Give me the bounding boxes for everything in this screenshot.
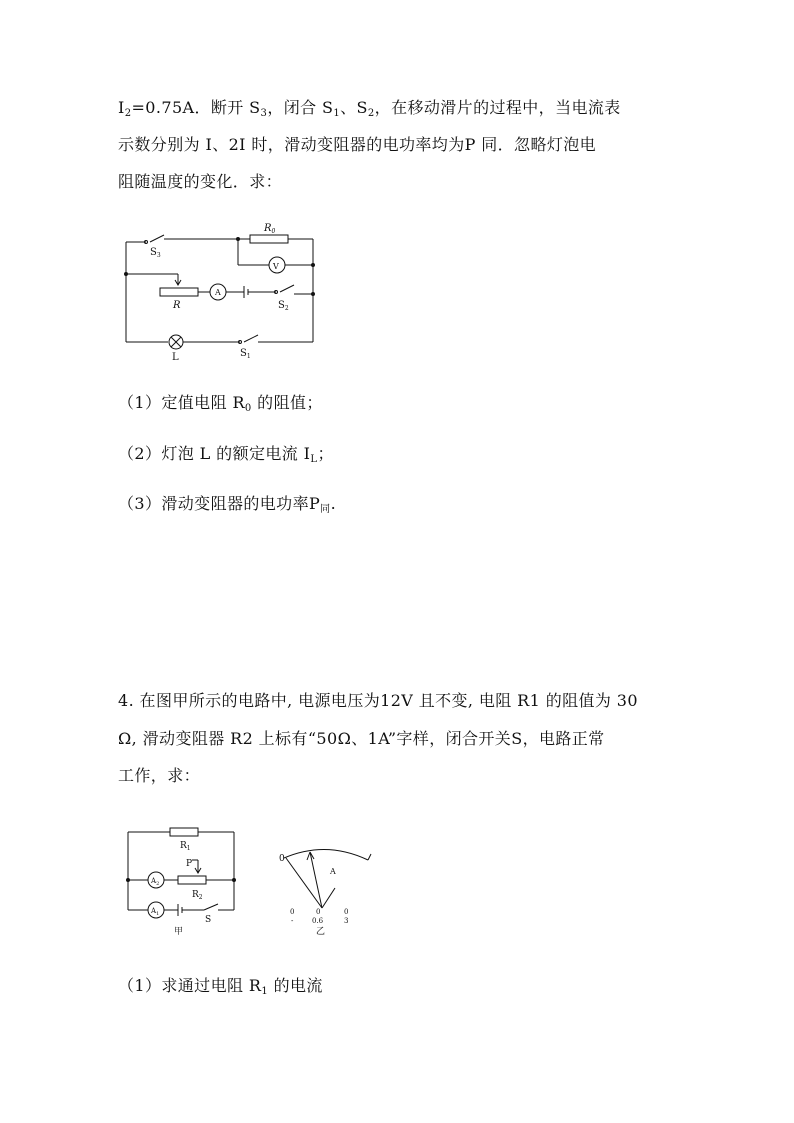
svg-text:S2: $S_2$ (278, 300, 289, 312)
svg-text:S1: $S_1$ (240, 348, 251, 360)
problem4-circuit-diagram (118, 822, 248, 937)
figure-yi-label: 乙 (316, 927, 326, 935)
ammeter-dial-diagram (278, 840, 388, 935)
problem4-line1: 4. 在图甲所示的电路中, 电源电压为12V 且不变, 电阻 R1 的阻值为 30 (118, 691, 638, 710)
svg-text:R2: $R_2$ (192, 890, 203, 901)
svg-text:R1: $R_1$ (180, 841, 191, 852)
problem3-question2: （2）灯泡 L 的额定电流 $I_L$； (118, 444, 334, 465)
dial-zero-label: 0 (279, 854, 285, 864)
text: ，在移动滑片的过程中，当电流表 (374, 98, 621, 117)
svg-text:A1: $A_1$ (151, 907, 160, 917)
problem3-question1: （1）定值电阻 $R_0$ 的阻值； (118, 393, 323, 414)
dial-unit-label: A (330, 867, 336, 876)
problem3-question3: （3）滑动变阻器的电功率$P_同$. (118, 494, 337, 515)
problem4-question1: （1）求通过电阻 $R_1$ 的电流 (118, 976, 323, 997)
svg-text:0: 0 (290, 908, 295, 916)
text: 、S (340, 98, 368, 117)
problem3-line1 (118, 97, 621, 125)
rheostat-label: R (173, 300, 181, 311)
problem4-line2: Ω, 滑动变阻器 R2 上标有“50Ω、1A”字样，闭合开关S，电路正常 (118, 729, 605, 748)
voltmeter-label: V (273, 262, 279, 271)
svg-text:R0: $R_0$ (264, 223, 276, 235)
svg-text:A2: $A_2$ (151, 877, 160, 887)
ammeter-label: A (215, 288, 221, 297)
problem4-line3: 工作，求： (118, 766, 201, 785)
svg-text:S3: $S_3$ (150, 247, 161, 259)
svg-text:0.6: 0.6 (312, 917, 324, 925)
subscript: 3 (260, 108, 268, 119)
text-I: I (118, 98, 125, 117)
text: =0.75A．断开 S (131, 98, 261, 117)
slider-p-label: P (186, 859, 193, 869)
text: ，闭合 S (267, 98, 334, 117)
subscript: 1 (333, 108, 341, 119)
svg-text:0: 0 (344, 908, 349, 916)
problem3-circuit-diagram (118, 218, 328, 368)
problem3-line3: 阻随温度的变化．求： (118, 172, 283, 191)
subscript: 2 (367, 108, 375, 119)
lamp-label: L (172, 352, 179, 363)
svg-text:0: 0 (316, 908, 321, 916)
figure-jia-label: 甲 (174, 927, 184, 937)
switch-label: S (205, 915, 212, 925)
problem3-line2: 示数分别为 I、2I 时，滑动变阻器的电功率均为P 同．忽略灯泡电 (118, 135, 597, 154)
svg-text:3: 3 (344, 917, 349, 925)
subscript: 2 (124, 108, 132, 119)
svg-text:-: - (291, 917, 294, 925)
